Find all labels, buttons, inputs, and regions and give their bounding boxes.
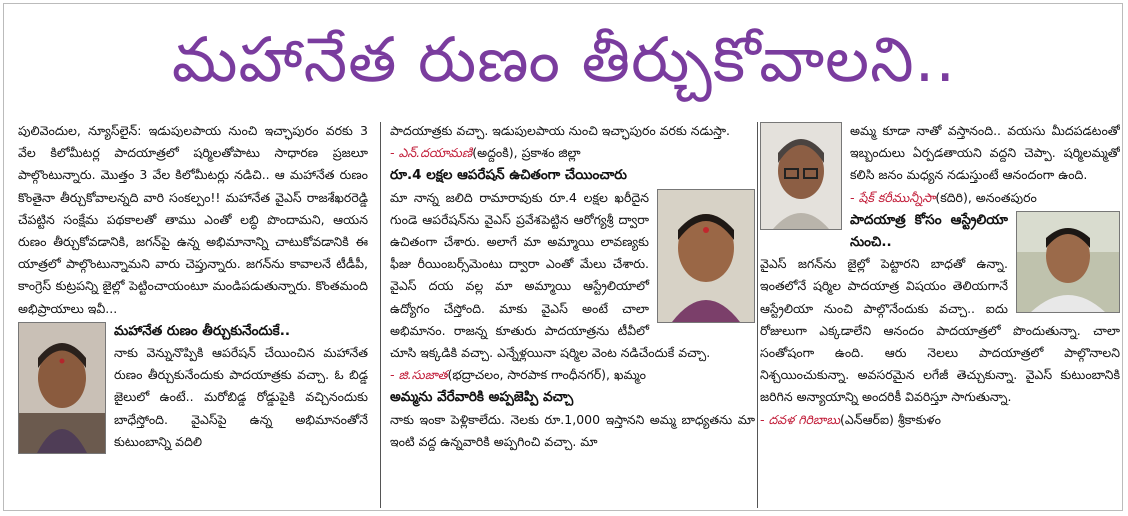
- byline-dayamani: [390, 142, 755, 164]
- byline-name: - దవళ గిరిబాబు: [760, 411, 841, 427]
- paragraph-col3-1: అమ్మ కూడా నాతో వస్తానంది.. వయసు మీదపడటంతో ఇబ్బందులు ఏర్పడతాయని వద్దని చెప్పా. షర్మిలమ్మతో కలిసి జనం మధ్యన నడుస్తుంటే ఆనందంగా ఉంది.: [850, 123, 1120, 183]
- intro-paragraph: పులివెందుల, న్యూస్‌లైన్: ఇడుపులపాయ నుంచి ఇచ్ఛాపురం వరకు 3 వేల కిలోమీటర్ల పాదయాత్రలో షర్మిలతోపాటు సాధారణ ప్రజలూ పాల్గొంటున్నారు. మొత్తం 3 వేల కిలోమీటర్లు నడిచి.. ఆ మహానేత రుణం కొంతైనా తీర్చుకోవాలన్నది వారి సంకల్పం!! మహానేత వైఎస్ రాజశేఖరరెడ్డి చేపట్టిన సంక్షేమ పథకాలతో తాము ఎంతో లబ్ధి పొందామని, ఆయన రుణం తీర్చుకోవడానికి, జగన్‌పై ఉన్న అభిమానాన్ని చాటుకోవడానికి ఈ యాత్రలో పాల్గొంటున్నామని వారు చెప్తున్నారు. జగన్‌ను కావాలనే టీడీపీ, కాంగ్రెస్ కుట్రపన్ని జైల్లో పెట్టించాయంటూ మండిపడుతున్నారు. కొంతమంది అభిప్రాయాలు ఇవీ...: [18, 123, 368, 316]
- byline-place: (ఎన్ఆర్ఐ) శ్రీకాకుళం: [840, 411, 941, 427]
- column-2: [390, 120, 755, 510]
- column-1: [18, 120, 368, 510]
- byline-giribabu: [760, 409, 1120, 431]
- column-3: [760, 120, 1120, 510]
- photo-woman-1: [18, 322, 106, 454]
- paragraph-col2-0: పాదయాత్రకు వచ్చా. ఇడుపులపాయ నుంచి ఇచ్ఛాపురం వరకు నడుస్తా.: [390, 123, 731, 138]
- byline-place: (కదిరి), అనంతపురం: [935, 189, 1037, 205]
- photo-man: [1016, 211, 1120, 313]
- byline-place: (భద్రాచలం, సారపాక గాంధీనగర్), ఖమ్మం: [447, 367, 646, 383]
- headline: మహానేత రుణం తీర్చుకోవాలని..: [171, 23, 957, 96]
- subheading-2: రూ.4 లక్షల ఆపరేషన్ ఉచితంగా చేయించారు: [390, 167, 627, 184]
- paragraph-col3-2: వైఎస్ జగన్‌ను జైల్లో పెట్టారని బాధతో ఉన్నా. ఇంతలోనే షర్మిల పాదయాత్ర విషయం తెలియగానే ఆస్ట్రేలియా నుంచి పాల్గొనేందుకు వచ్చా.. ఐదు రోజులుగా ఎక్కడాలేని ఆనందం పాదయాత్రలో పొందుతున్నా. చాలా సంతోషంగా ఉంది. ఆరు నెలలు పాదయాత్రలో పాల్గొనాలని నిశ్చయించుకున్నా. అవసరమైన లగేజీ తెచ్చుకున్నా. వైఎస్ కుటుంబానికి జరిగిన అన్యాయాన్ని అందరికీ వివరిస్తూ సాగుతున్నా.: [760, 256, 1120, 405]
- column-divider-2: [757, 122, 758, 508]
- paragraph-col2-1: మా నాన్న జలిది రామారావుకు రూ.4 లక్షల ఖరీదైన గుండె ఆపరేషన్‌ను వైఎస్ ప్రవేశపెట్టిన ఆరోగ్యశ్రీ ద్వారా ఉచితంగా చేశారు. అలాగే మా అమ్మాయి లావణ్యకు ఫీజు రీయింబర్స్‌మెంటు ద్వారా ఎంతో మేలు చేశారు. వైఎస్ దయ వల్ల మా అమ్మాయి ఆస్ట్రేలియాలో ఉద్యోగం చేస్తోంది. మాకు వైఎస్ అంటే చాలా అభిమానం. రాజన్న కూతురు పాదయాత్రను టీవీలో చూసి ఇక్కడికి వచ్చా. ఎన్నేళ్లయినా షర్మిల వెంట నడిచేందుకే వచ్చా.: [390, 189, 711, 361]
- byline-sujatha: [390, 364, 755, 386]
- byline-name: - ఎన్.దయామణి: [390, 145, 473, 161]
- paragraph-col2-2: నాకు ఇంకా పెళ్లికాలేదు. నెలకు రూ.1,000 ఇస్తానని అమ్మ బాధ్యతను మా ఇంటి వద్ద ఉన్నవారికి అప్పగించి వచ్చా. మా: [390, 411, 755, 449]
- subheading-1: మహానేత రుణం తీర్చుకునేందుకే..: [114, 322, 290, 339]
- subheading-3: అమ్మను వేరేవారికి అప్పజెప్పి వచ్చా: [390, 389, 574, 406]
- byline-name: - జి.సుజాత: [390, 367, 448, 383]
- subheading-4: పాదయాత్ర కోసం ఆస్ట్రేలియా నుంచి..: [850, 211, 1008, 251]
- byline-name: - షేక్ కరీమున్నీసా: [850, 189, 936, 205]
- photo-woman-2: [657, 189, 755, 323]
- column-divider-1: [380, 122, 381, 508]
- paragraph-col1-2: నాకు వెన్నునొప్పికి ఆపరేషన్ చేయించిన మహానేత రుణం తీర్చుకునేందుకు పాదయాత్రకు వచ్చా. ఓ బిడ్డ జైలులో ఉంటే.. మరోబిడ్డ రోడ్డుపైకి వచ్చినందుకు బాధేస్తోంది. వైఎస్‌పై ఉన్న అభిమానంతోనే కుటుంబాన్ని వదిలి: [114, 345, 368, 449]
- byline-place: (అద్దంకి), ప్రకాశం జిల్లా: [472, 145, 581, 161]
- photo-woman-glasses: [760, 122, 842, 230]
